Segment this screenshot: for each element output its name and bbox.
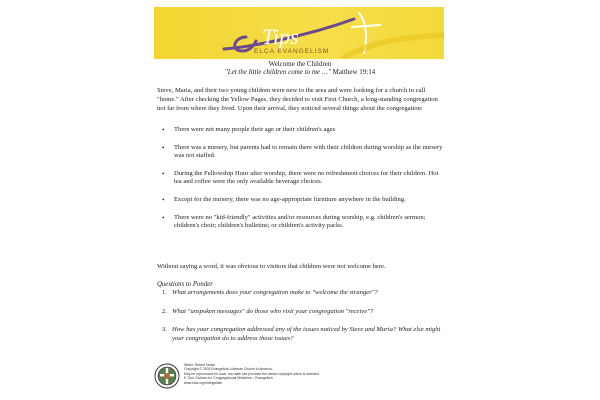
bullet-icon: • (162, 126, 165, 134)
bullet-icon: • (162, 213, 165, 222)
question-text: What arrangements does your congregation make to "welcome the stranger"? (172, 289, 378, 296)
question-number: 2. (162, 307, 167, 315)
observations-list (160, 126, 445, 240)
scripture-verse (0, 68, 600, 76)
etips-logo-subtitle: ELCA EVANGELISM (254, 48, 330, 55)
question-text: How has your congregation addressed any of the issues noticed by Steve and Maria? What else might your congregation do to address these issues? (172, 326, 441, 342)
list-item-text: Except for the nursery, there was no age-appropriate furniture anywhere in the building. (174, 195, 406, 203)
footer-website: www.elca.org/evangelism (184, 380, 223, 385)
bullet-icon: • (162, 169, 165, 178)
questions-heading: Questions to Ponder (157, 281, 213, 288)
list-item (160, 126, 445, 135)
page-title: Welcome the Children (268, 60, 332, 68)
question-item (162, 308, 442, 317)
list-item (160, 170, 445, 187)
bullet-icon: • (162, 195, 165, 204)
bullet-icon: • (162, 143, 165, 152)
footer-division: E-Tips: Division for Congregational Ministries – Evangelism (184, 376, 273, 381)
footer-credits (184, 363, 384, 385)
intro-paragraph: Steve, Maria, and their two young children were new to the area and were looking for a church to call "home." After checking the Yellow Pages, they decided to visit First Church, a long-standing congregation not far from where they lived. Upon their arrival, they noticed several things about the congregation: (157, 87, 438, 112)
footer-copyright: Copyright © 2003 Evangelical Lutheran Church in America. (184, 367, 273, 372)
etips-logo-word: Tips (262, 24, 299, 49)
list-item (160, 144, 445, 161)
elca-seal-icon (154, 363, 180, 389)
footer-reproduction: May be reproduced for local, non-sale use provided the above copyright notice is included. (184, 371, 320, 376)
question-item (162, 326, 442, 343)
list-item-text: There was a nursery, but parents had to remain there with their children during worship as the nursery was not staffed. (174, 143, 443, 160)
questions-list (162, 289, 442, 353)
list-item-text: During the Fellowship Hour after worship, there were no refreshment choices for their children. Hot tea and coffee were the only available beverage choices. (174, 169, 439, 186)
footer-writer: Writer: Robert Drake (184, 363, 216, 367)
closing-paragraph: Without saying a word, it was obvious to visitors that children were not welcome here. (157, 263, 386, 270)
question-item (162, 289, 442, 298)
list-item-text: There were not many people their age or their children's ages (174, 126, 336, 133)
list-item-text: There were no "kid-friendly" activities and/or resources during worship, e.g. children's sermon; children's choir; children's bulletins; or children's activity packs. (174, 213, 426, 230)
list-item (160, 196, 445, 205)
question-text: What "unspoken messages" do those who visit your congregation "receive"? (172, 307, 374, 315)
question-number: 3. (162, 326, 167, 334)
verse-quote: "Let the little children come to me …" (224, 68, 331, 76)
verse-reference: Matthew 19:14 (330, 68, 376, 76)
question-number: 1. (162, 289, 167, 296)
list-item (160, 214, 445, 231)
